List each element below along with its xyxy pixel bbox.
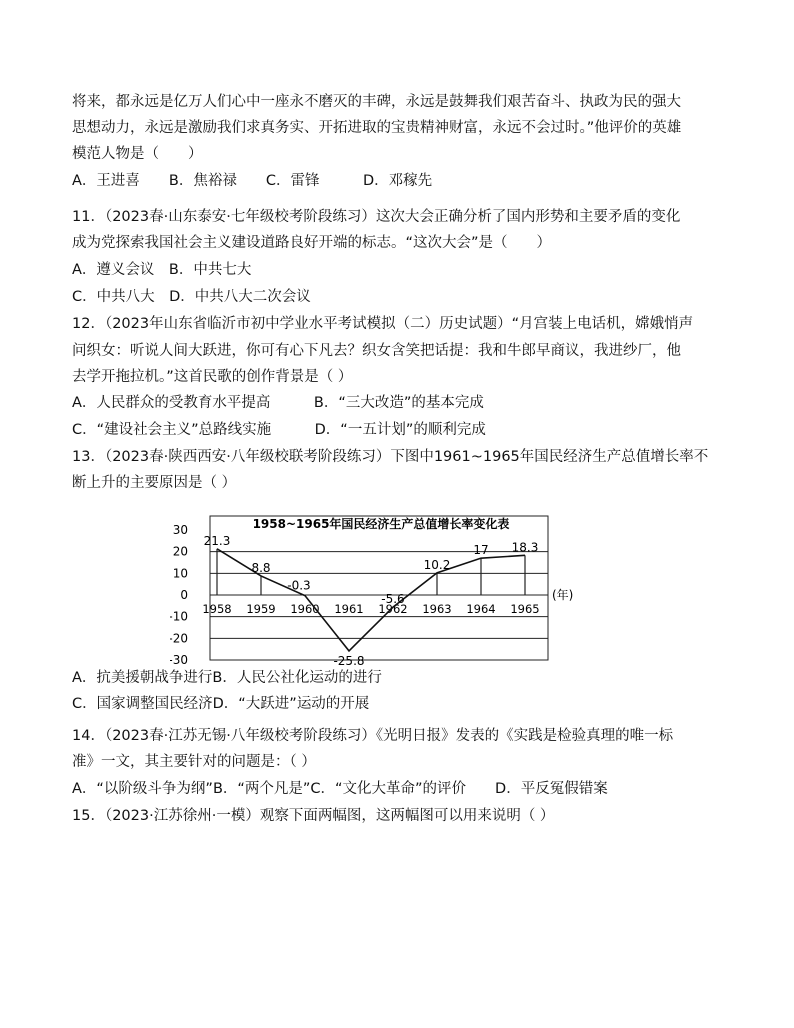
data-label: 8.8 (251, 560, 271, 575)
y-tick-label: 10 (172, 566, 188, 581)
text-line: 断上升的主要原因是（ ） (72, 475, 237, 491)
text-line: 成为党探索我国社会主义建设道路良好开端的标志。“这次大会”是（ ） (72, 235, 552, 251)
text-line: 去学开拖拉机。”这首民歌的创作背景是（ ） (72, 369, 353, 385)
y-tick-label: -20 (170, 631, 188, 646)
data-label: 17 (473, 543, 489, 558)
y-tick-label: 30 (172, 523, 188, 537)
text-line: 准》一文，其主要针对的问题是：（ ） (72, 754, 316, 770)
text-line: C．中共八大 D．中共八大二次会议 (72, 289, 311, 305)
chart-title: 1958~1965年国民经济生产总值增长率变化表 (252, 517, 510, 531)
text-line: 思想动力，永远是激励我们求真务实、开拓进取的宝贵精神财富，永远不会过时。”他评价的英雄 (72, 120, 682, 136)
text-line: 问织女：听说人间大跃进，你可有心下凡去？织女含笑把话提：我和牛郎早商议，我进纱厂，他 (72, 343, 681, 359)
text-line: C．“建设社会主义”总路线实施 D．“一五计划”的顺利完成 (72, 422, 486, 438)
text-line: 14．（2023春·江苏无锡·八年级校考阶段练习）《光明日报》发表的《实践是检验真理的唯一标 (72, 728, 674, 744)
x-unit-label: (年) (552, 588, 574, 602)
chart-svg (170, 510, 580, 666)
x-tick-label: 1960 (290, 602, 320, 616)
text-line: 模范人物是（ ） (72, 146, 203, 162)
x-tick-label: 1964 (466, 602, 496, 616)
text-line: 15．（2023·江苏徐州·一模）观察下面两幅图，这两幅图可以用来说明（ ） (72, 808, 555, 824)
text-line: 将来，都永远是亿万人们心中一座永不磨灭的丰碑，永远是鼓舞我们艰苦奋斗、执政为民的强大 (72, 94, 681, 110)
text-line: A．“以阶级斗争为纲”B．“两个凡是”C．“文化大革命”的评价 D．平反冤假错案 (72, 781, 608, 797)
data-label: 18.3 (511, 540, 539, 555)
y-tick-label: 20 (172, 544, 188, 559)
y-tick-label: -10 (170, 609, 188, 624)
x-tick-label: 1961 (334, 602, 364, 616)
y-tick-label: -30 (170, 653, 188, 666)
x-tick-label: 1959 (246, 602, 276, 616)
text-line: A．王进喜 B．焦裕禄 C．雷锋 D．邓稼先 (72, 173, 433, 189)
data-label: -5.6 (381, 592, 405, 607)
data-label: -25.8 (333, 653, 365, 666)
gdp-growth-chart (170, 510, 580, 666)
data-label: 21.3 (203, 533, 231, 548)
text-line: 12．（2023年山东省临沂市初中学业水平考试模拟（二）历史试题）“月宫装上电话机，嫦娥悄声 (72, 316, 694, 332)
text-line: A．遵义会议 B．中共七大 (72, 262, 252, 278)
text-line: C．国家调整国民经济D．“大跃进”运动的开展 (72, 696, 370, 712)
text-line: 11．（2023春·山东泰安·七年级校考阶段练习）这次大会正确分析了国内形势和主要矛盾的变化 (72, 209, 681, 225)
text-line: 13．（2023春·陕西西安·八年级校联考阶段练习）下图中1961~1965年国民经济生产总值增长率不 (72, 449, 709, 465)
y-tick-label: 0 (180, 588, 188, 602)
text-line: A．人民群众的受教育水平提高 B．“三大改造”的基本完成 (72, 395, 484, 411)
x-tick-label: 1958 (202, 602, 232, 616)
x-tick-label: 1965 (510, 602, 540, 616)
data-label: 10.2 (423, 557, 451, 572)
text-line: A．抗美援朝战争进行B．人民公社化运动的进行 (72, 670, 382, 686)
x-tick-label: 1963 (422, 602, 452, 616)
data-label: -0.3 (287, 578, 311, 593)
x-tick-label: 1962 (378, 602, 408, 616)
